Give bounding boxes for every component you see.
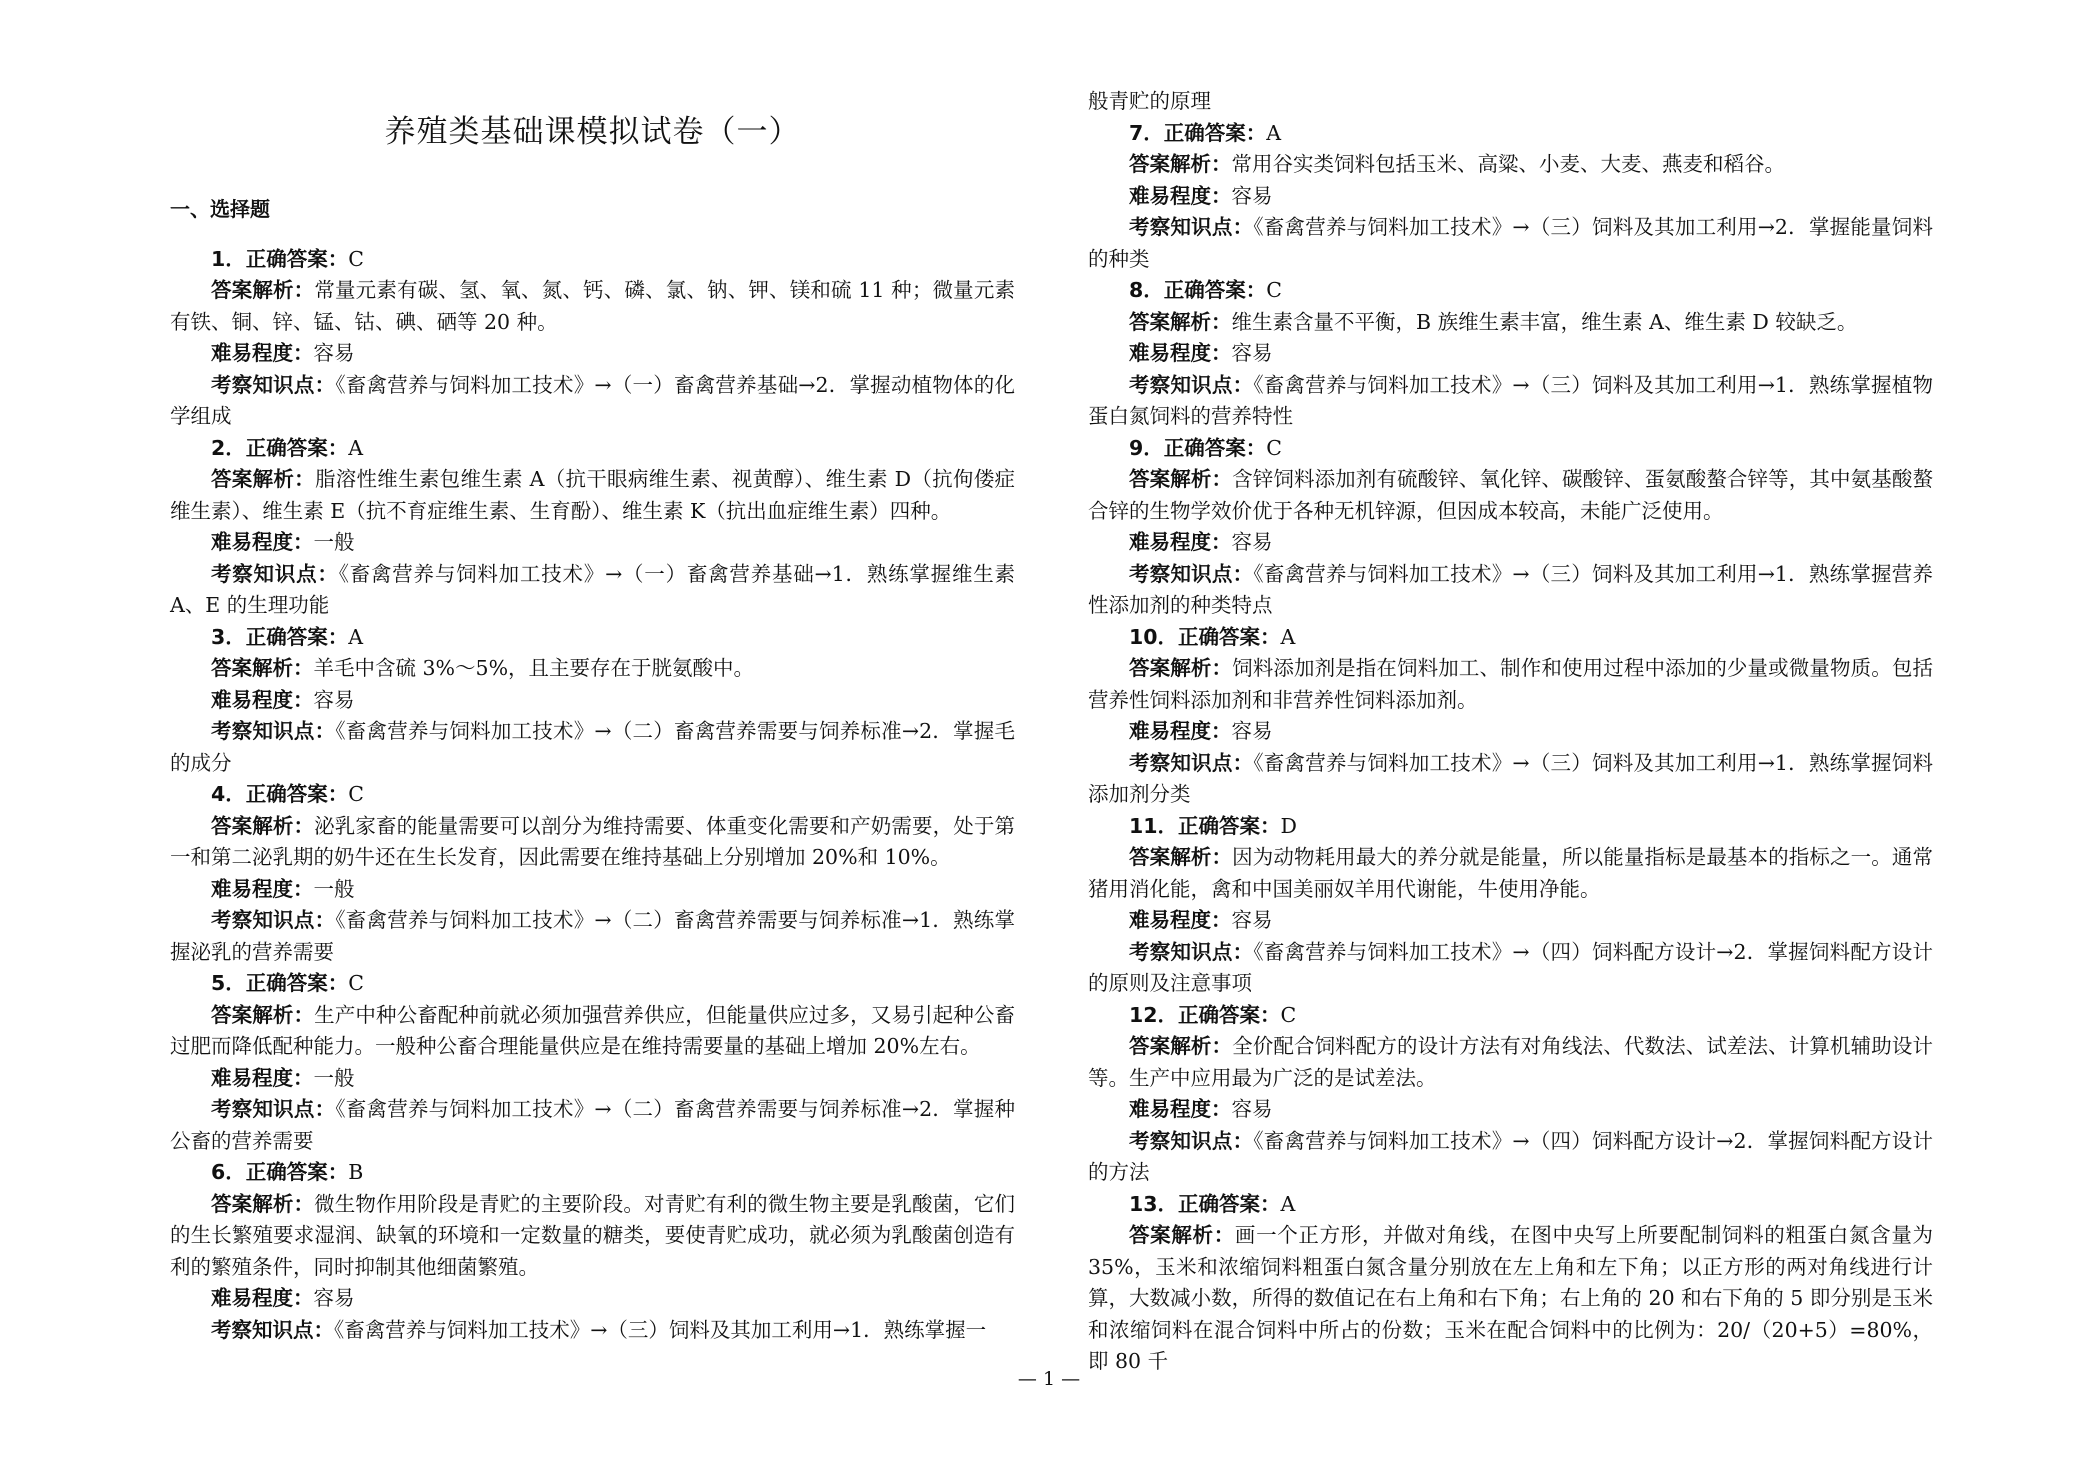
knowledge-line	[170, 905, 1015, 968]
difficulty-line-text: 容易	[1231, 1097, 1273, 1121]
knowledge-line-label: 考察知识点：	[1129, 939, 1254, 964]
knowledge-line-label: 考察知识点：	[1129, 215, 1254, 239]
analysis-line	[170, 811, 1015, 874]
knowledge-line-text: 《畜禽营养与饲料加工技术》→（三）饲料及其加工利用→1．熟练掌握植物蛋白氮饲料的营养特性	[1088, 372, 1933, 428]
knowledge-line-text: 《畜禽营养与饲料加工技术》→（四）饲料配方设计→2．掌握饲料配方设计的原则及注意事项	[1088, 939, 1933, 995]
knowledge-line-label: 考察知识点：	[211, 372, 336, 397]
analysis-line	[1088, 464, 1933, 527]
analysis-line-label: 答案解析：	[1129, 656, 1233, 680]
analysis-line	[1088, 307, 1933, 339]
question-list-right	[1088, 118, 1933, 1378]
difficulty-line-text: 容易	[313, 687, 355, 712]
difficulty-line	[1088, 181, 1933, 213]
question-item	[170, 779, 1015, 968]
answer-line	[170, 433, 1015, 465]
answer-line	[1088, 1000, 1933, 1032]
analysis-line-label: 答案解析：	[211, 813, 315, 838]
analysis-line-text: 画一个正方形，并做对角线，在图中央写上所要配制饲料的粗蛋白氮含量为 35%，玉米和浓缩饲料粗蛋白氮含量分别放在左上角和左下角；以正方形的两对角线进行计算，大数减小数，所得的数值记在右上角和右下角；右上角的 20 和右下角的 5 即分别是玉米和浓缩饲料在混合饲料中所占的份数；玉米在配合饲料中的比例为：20/（20+5）=80%，即 80 千	[1088, 1223, 1934, 1373]
analysis-line-text: 因为动物耗用最大的养分就是能量，所以能量指标是最基本的指标之一。通常猪用消化能，禽和中国美丽奴羊用代谢能，牛使用净能。	[1088, 845, 1933, 901]
answer-line-label: 9．	[1129, 435, 1164, 460]
answer-line-label: 13．	[1129, 1191, 1179, 1216]
question-item	[170, 622, 1015, 780]
answer-line-text: C	[348, 971, 364, 995]
analysis-line-label: 答案解析：	[211, 1191, 315, 1216]
analysis-line	[1088, 842, 1933, 905]
difficulty-line-label: 难易程度：	[1129, 530, 1232, 554]
difficulty-line-text: 容易	[313, 1286, 355, 1310]
analysis-line	[170, 1189, 1015, 1284]
difficulty-line-label: 难易程度：	[211, 1065, 314, 1090]
knowledge-line-text: 《畜禽营养与饲料加工技术》→（三）饲料及其加工利用→1．熟练掌握一	[334, 1317, 987, 1342]
answer-line	[1088, 433, 1933, 465]
question-item	[1088, 811, 1933, 1000]
difficulty-line	[1088, 1094, 1933, 1126]
knowledge-line	[1088, 212, 1933, 275]
analysis-line-label: 答案解析：	[1129, 309, 1232, 334]
analysis-line	[1088, 1220, 1933, 1378]
answer-line	[170, 968, 1015, 1000]
difficulty-line-label: 难易程度：	[211, 1286, 314, 1310]
difficulty-line-text: 一般	[313, 876, 355, 901]
knowledge-line-label: 考察知识点：	[211, 719, 336, 743]
answer-line-label: 正确答案：	[1178, 1002, 1281, 1027]
analysis-line	[170, 464, 1015, 527]
difficulty-line	[170, 527, 1015, 559]
knowledge-line-label: 考察知识点：	[211, 908, 336, 932]
question-item	[170, 1157, 1015, 1346]
knowledge-line	[1088, 937, 1933, 1000]
knowledge-line	[170, 1315, 1015, 1347]
answer-line-label: 7．	[1129, 120, 1164, 145]
right-column	[1088, 86, 1933, 1378]
answer-line	[1088, 1189, 1933, 1221]
knowledge-line	[170, 370, 1015, 433]
difficulty-line	[170, 874, 1015, 906]
answer-line-text: A	[348, 624, 364, 649]
answer-line-text: C	[1266, 435, 1282, 460]
knowledge-line-label: 考察知识点：	[1129, 1128, 1254, 1153]
analysis-line	[170, 653, 1015, 685]
difficulty-line-label: 难易程度：	[1129, 908, 1232, 932]
answer-line-label: 11．	[1129, 813, 1179, 838]
page-title: 养殖类基础课模拟试卷（一）	[384, 114, 801, 150]
answer-line-label: 正确答案：	[1178, 1191, 1281, 1216]
answer-line-text: D	[1280, 813, 1297, 838]
answer-line-label: 12．	[1129, 1002, 1179, 1027]
difficulty-line-text: 容易	[1231, 908, 1273, 932]
difficulty-line-label: 难易程度：	[1129, 183, 1232, 208]
answer-line-label: 正确答案：	[1163, 278, 1267, 302]
question-item	[170, 968, 1015, 1157]
difficulty-line-text: 一般	[313, 1065, 355, 1090]
answer-line-label: 3．	[211, 624, 246, 649]
difficulty-line-text: 容易	[1231, 183, 1273, 208]
question-item	[170, 433, 1015, 622]
answer-line	[170, 779, 1015, 811]
difficulty-line	[1088, 905, 1933, 937]
difficulty-line-label: 难易程度：	[1129, 341, 1232, 365]
analysis-line-label: 答案解析：	[1129, 467, 1233, 491]
left-column	[170, 112, 1015, 1346]
analysis-line	[170, 275, 1015, 338]
analysis-line-label: 答案解析：	[1129, 1223, 1235, 1247]
question-list-left	[170, 244, 1015, 1347]
analysis-line-label: 答案解析：	[211, 467, 315, 491]
difficulty-line	[170, 338, 1015, 370]
answer-line-label: 10．	[1129, 624, 1179, 649]
analysis-line	[170, 1000, 1015, 1063]
answer-line	[1088, 118, 1933, 150]
answer-line-label: 正确答案：	[1178, 624, 1281, 649]
difficulty-line-text: 一般	[313, 530, 355, 554]
question-item	[1088, 622, 1933, 811]
analysis-line-text: 羊毛中含硫 3%～5%，且主要存在于胱氨酸中。	[313, 656, 755, 680]
difficulty-line-label: 难易程度：	[211, 687, 314, 712]
knowledge-line	[1088, 748, 1933, 811]
knowledge-line	[170, 559, 1015, 622]
analysis-line-text: 微生物作用阶段是青贮的主要阶段。对青贮有利的微生物主要是乳酸菌，它们的生长繁殖要求湿润、缺氧的环境和一定数量的糖类，要使青贮成功，就必须为乳酸菌创造有利的繁殖条件，同时抑制其他细菌繁殖。	[170, 1191, 1015, 1279]
answer-line	[1088, 275, 1933, 307]
knowledge-line	[170, 716, 1015, 779]
knowledge-line	[1088, 370, 1933, 433]
knowledge-line-label: 考察知识点：	[1129, 561, 1254, 586]
analysis-line	[1088, 653, 1933, 716]
knowledge-line-text: 《畜禽营养与饲料加工技术》→（二）畜禽营养需要与饲养标准→2．掌握毛的成分	[170, 719, 1015, 775]
difficulty-line-text: 容易	[1231, 341, 1273, 365]
difficulty-line-text: 容易	[313, 341, 355, 365]
knowledge-line-label: 考察知识点：	[211, 1097, 336, 1121]
answer-line-text: C	[348, 782, 364, 806]
question-item	[1088, 118, 1933, 276]
analysis-line-text: 常量元素有碳、氢、氧、氮、钙、磷、氯、钠、钾、镁和硫 11 种；微量元素有铁、铜、锌、锰、钴、碘、硒等 20 种。	[170, 278, 1015, 334]
knowledge-line-text: 《畜禽营养与饲料加工技术》→（一）畜禽营养基础→2．掌握动植物体的化学组成	[170, 372, 1015, 428]
answer-line-text: B	[348, 1160, 364, 1184]
answer-line-label: 5．	[211, 971, 246, 995]
answer-line-label: 2．	[211, 435, 246, 460]
answer-line-label: 正确答案：	[1163, 120, 1267, 145]
answer-line-label: 8．	[1129, 278, 1164, 302]
difficulty-line-label: 难易程度：	[1129, 1097, 1232, 1121]
knowledge-line	[170, 1094, 1015, 1157]
continuation-text: 般青贮的原理	[1088, 89, 1211, 113]
analysis-line-label: 答案解析：	[211, 1002, 315, 1027]
analysis-line-text: 维生素含量不平衡，B 族维生素丰富，维生素 A、维生素 D 较缺乏。	[1231, 309, 1858, 334]
answer-line-label: 6．	[211, 1160, 246, 1184]
answer-line-text: A	[1280, 1191, 1296, 1216]
answer-line-label: 正确答案：	[245, 1160, 349, 1184]
difficulty-line-text: 容易	[1231, 719, 1273, 743]
answer-line-text: A	[348, 435, 364, 460]
knowledge-line-text: 《畜禽营养与饲料加工技术》→（三）饲料及其加工利用→1．熟练掌握饲料添加剂分类	[1088, 750, 1933, 806]
answer-line-text: A	[1280, 624, 1296, 649]
analysis-line	[1088, 1031, 1933, 1094]
answer-line	[1088, 622, 1933, 654]
answer-line-label: 正确答案：	[1163, 435, 1267, 460]
answer-line-label: 1．	[211, 246, 246, 271]
answer-line-label: 正确答案：	[1178, 813, 1281, 838]
answer-line-text: A	[1266, 120, 1282, 145]
answer-line-label: 正确答案：	[245, 624, 349, 649]
difficulty-line-text: 容易	[1231, 530, 1273, 554]
difficulty-line	[1088, 716, 1933, 748]
analysis-line-label: 答案解析：	[211, 656, 314, 680]
knowledge-line-text: 《畜禽营养与饲料加工技术》→（一）畜禽营养基础→1．熟练掌握维生素 A、E 的生理功能	[170, 561, 1015, 617]
answer-line-label: 正确答案：	[245, 435, 349, 460]
analysis-line-text: 全价配合饲料配方的设计方法有对角线法、代数法、试差法、计算机辅助设计等。生产中应用最为广泛的是试差法。	[1088, 1034, 1933, 1090]
answer-line-text: C	[1266, 278, 1282, 302]
answer-line	[170, 622, 1015, 654]
answer-line-text: C	[1280, 1002, 1297, 1027]
knowledge-line	[1088, 1126, 1933, 1189]
answer-line-label: 正确答案：	[245, 246, 349, 271]
knowledge-line-text: 《畜禽营养与饲料加工技术》→（二）畜禽营养需要与饲养标准→2．掌握种公畜的营养需要	[170, 1097, 1015, 1153]
knowledge-line-label: 考察知识点：	[211, 1317, 334, 1342]
knowledge-line-label: 考察知识点：	[1129, 372, 1254, 397]
knowledge-line-text: 《畜禽营养与饲料加工技术》→（二）畜禽营养需要与饲养标准→1．熟练掌握泌乳的营养需要	[170, 908, 1015, 964]
section-heading: 一、选择题	[170, 197, 270, 221]
analysis-line-text: 泌乳家畜的能量需要可以剖分为维持需要、体重变化需要和产奶需要，处于第一和第二泌乳期的奶牛还在生长发育，因此需要在维持基础上分别增加 20%和 10%。	[170, 813, 1015, 869]
knowledge-line-text: 《畜禽营养与饲料加工技术》→（四）饲料配方设计→2．掌握饲料配方设计的方法	[1088, 1128, 1933, 1184]
question-item	[1088, 275, 1933, 433]
answer-line-label: 正确答案：	[245, 782, 349, 806]
answer-line	[170, 1157, 1015, 1189]
difficulty-line-label: 难易程度：	[211, 876, 314, 901]
page-number: — 1 —	[1017, 1368, 1081, 1390]
answer-line	[1088, 811, 1933, 843]
difficulty-line	[1088, 527, 1933, 559]
question-item	[170, 244, 1015, 433]
knowledge-line-text: 《畜禽营养与饲料加工技术》→（三）饲料及其加工利用→1．熟练掌握营养性添加剂的种类特点	[1088, 561, 1933, 617]
difficulty-line	[1088, 338, 1933, 370]
difficulty-line-label: 难易程度：	[1129, 719, 1232, 743]
question-item	[1088, 433, 1933, 622]
analysis-line-label: 答案解析：	[1129, 1034, 1233, 1058]
answer-line-label: 4．	[211, 782, 246, 806]
question-item	[1088, 1189, 1933, 1378]
analysis-line-label: 答案解析：	[1129, 152, 1232, 176]
answer-line	[170, 244, 1015, 276]
analysis-line-label: 答案解析：	[1129, 845, 1233, 869]
analysis-line-text: 饲料添加剂是指在饲料加工、制作和使用过程中添加的少量或微量物质。包括营养性饲料添加剂和非营养性饲料添加剂。	[1088, 656, 1933, 712]
question-item	[1088, 1000, 1933, 1189]
analysis-line-label: 答案解析：	[211, 278, 315, 302]
knowledge-line-label: 考察知识点：	[211, 561, 339, 586]
difficulty-line-label: 难易程度：	[211, 341, 314, 365]
analysis-line	[1088, 149, 1933, 181]
answer-line-label: 正确答案：	[245, 971, 349, 995]
knowledge-line	[1088, 559, 1933, 622]
difficulty-line-label: 难易程度：	[211, 530, 314, 554]
analysis-line-text: 脂溶性维生素包维生素 A（抗干眼病维生素、视黄醇）、维生素 D（抗佝偻症维生素）、维生素 E（抗不育症维生素、生育酚）、维生素 K（抗出血症维生素）四种。	[170, 467, 1015, 523]
difficulty-line	[170, 1283, 1015, 1315]
analysis-line-text: 含锌饲料添加剂有硫酸锌、氧化锌、碳酸锌、蛋氨酸螯合锌等，其中氨基酸螯合锌的生物学效价优于各种无机锌源，但因成本较高，未能广泛使用。	[1088, 467, 1933, 523]
analysis-line-text: 常用谷实类饲料包括玉米、高粱、小麦、大麦、燕麦和稻谷。	[1231, 152, 1785, 176]
analysis-line-text: 生产中种公畜配种前就必须加强营养供应，但能量供应过多，又易引起种公畜过肥而降低配种能力。一般种公畜合理能量供应是在维持需要量的基础上增加 20%左右。	[170, 1002, 1015, 1058]
difficulty-line	[170, 685, 1015, 717]
answer-line-text: C	[348, 246, 364, 271]
difficulty-line	[170, 1063, 1015, 1095]
knowledge-line-label: 考察知识点：	[1129, 750, 1254, 775]
knowledge-line-text: 《畜禽营养与饲料加工技术》→（三）饲料及其加工利用→2．掌握能量饲料的种类	[1088, 215, 1933, 271]
